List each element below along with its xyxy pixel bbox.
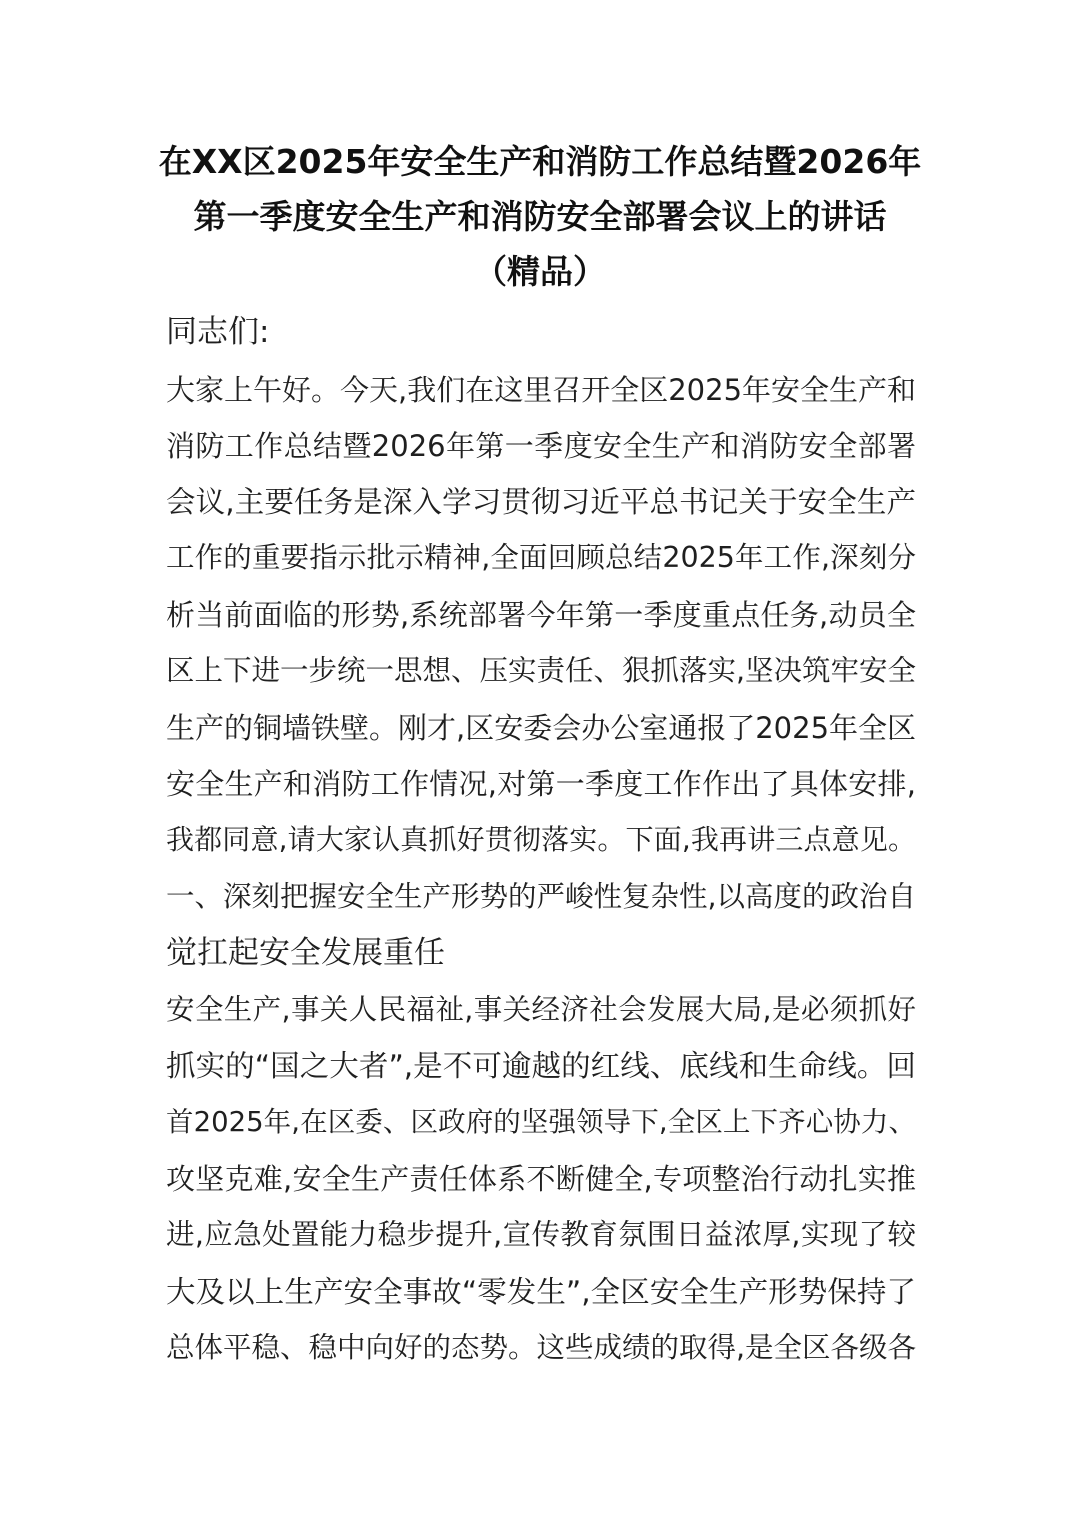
body-line: 安全生产和消防工作情况,对第一季度工作作出了具体安排,: [166, 767, 916, 801]
body-line: 抓实的“国之大者”,是不可逾越的红线、底线和生命线。回: [166, 1049, 916, 1083]
body-line: 我都同意,请大家认真抓好贯彻落实。下面,我再讲三点意见。: [166, 823, 916, 856]
body-line: 进,应急处置能力稳步提升,宣传教育氛围日益浓厚,实现了较: [166, 1218, 916, 1251]
body-line: 区上下进一步统一思想、压实责任、狠抓落实,坚决筑牢安全: [166, 654, 917, 687]
document-title-line-1: 在XX区2025年安全生产和消防工作总结暨2026年: [158, 142, 922, 181]
body-line: 大家上午好。今天,我们在这里召开全区2025年安全生产和: [166, 373, 917, 407]
body-line: 工作的重要指示批示精神,全面回顾总结2025年工作,深刻分: [166, 541, 916, 574]
body-line: 总体平稳、稳中向好的态势。这些成绩的取得,是全区各级各: [166, 1331, 917, 1364]
body-line: 消防工作总结暨2026年第一季度安全生产和消防安全部署: [166, 429, 916, 463]
section-heading-line: 觉扛起安全发展重任: [166, 935, 445, 971]
body-line: 大及以上生产安全事故“零发生”,全区安全生产形势保持了: [166, 1275, 916, 1309]
section-heading-line: 一、深刻把握安全生产形势的严峻性复杂性,以高度的政治自: [166, 880, 917, 913]
body-line: 安全生产,事关人民福祉,事关经济社会发展大局,是必须抓好: [166, 993, 916, 1026]
salutation: 同志们:: [166, 314, 270, 350]
document-title-line-2: 第一季度安全生产和消防安全部署会议上的讲话: [193, 197, 887, 236]
body-line: 会议,主要任务是深入学习贯彻习近平总书记关于安全生产: [166, 485, 916, 519]
body-line: 析当前面临的形势,系统部署今年第一季度重点任务,动员全: [166, 598, 916, 632]
body-line: 攻坚克难,安全生产责任体系不断健全,专项整治行动扎实推: [166, 1162, 916, 1196]
body-line: 生产的铜墙铁壁。刚才,区安委会办公室通报了2025年全区: [166, 711, 917, 745]
body-line: 首2025年,在区委、区政府的坚强领导下,全区上下齐心协力、: [166, 1106, 916, 1138]
document-title-line-3: （精品）: [474, 252, 606, 291]
